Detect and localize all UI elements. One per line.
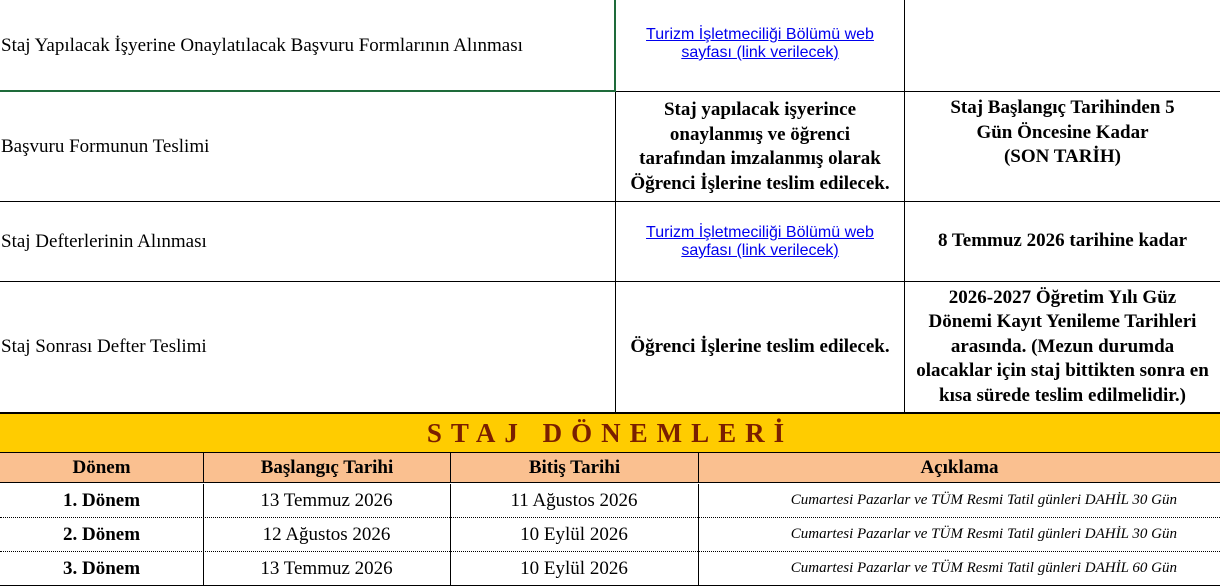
period-note: Cumartesi Pazarlar ve TÜM Resmi Tatil günleri DAHİL 60 Gün [790,560,1177,576]
column-header: Bitiş Tarihi [450,452,698,483]
deadline-line: (SON TARİH) [1003,146,1121,167]
period-start: 13 Temmuz 2026 [260,489,393,511]
link-line[interactable]: sayfası (link verilecek) [681,44,839,61]
instruction-line: Staj yapılacak işyerince [663,99,857,120]
banner-title: STAJ DÖNEMLERİ [426,417,794,448]
department-web-link[interactable] [616,22,904,66]
deadline-line: kısa sürede teslim edilmelidir.) [939,384,1186,406]
step-label: Staj Yapılacak İşyerine Onaylatılacak Başvuru Formlarının Alınması [1,34,523,56]
period-name: 2. Dönem [62,523,141,545]
period-start: 12 Ağustos 2026 [262,523,391,545]
department-web-link[interactable] [616,221,904,263]
divider [616,91,1220,92]
divider [450,484,451,586]
divider [698,484,699,586]
period-name: 1. Dönem [62,489,141,511]
deadline-line: arasında. (Mezun durumda [950,335,1175,357]
link-line[interactable]: Turizm İşletmeciliği Bölümü web [646,224,874,241]
step-label: Staj Sonrası Defter Teslimi [1,336,207,357]
period-end: 10 Eylül 2026 [520,523,628,545]
instruction-line: tarafından imzalanmış olarak [639,148,881,169]
deadline-line: Gün Öncesine Kadar [976,121,1149,143]
column-header: Başlangıç Tarihi [203,452,450,483]
column-header: Açıklama [698,452,1220,483]
step-label: Staj Defterlerinin Alınması [1,230,207,252]
link-line[interactable]: Turizm İşletmeciliği Bölümü web [646,26,874,43]
instruction-line: Öğrenci İşlerine teslim edilecek. [630,172,890,194]
deadline-line: olacaklar için staj bittikten sonra en [916,360,1209,382]
step-instruction: Öğrenci İşlerine teslim edilecek. [630,335,890,357]
period-end: 11 Ağustos 2026 [510,489,638,511]
deadline-line: Staj Başlangıç Tarihinden 5 [950,97,1175,118]
period-name: 3. Dönem [62,557,141,579]
column-header: Dönem [0,452,203,483]
period-note: Cumartesi Pazarlar ve TÜM Resmi Tatil günleri DAHİL 30 Gün [790,492,1177,508]
step-deadline: 8 Temmuz 2026 tarihine kadar [937,230,1188,252]
period-end: 10 Eylül 2026 [520,557,628,579]
step-deadline [905,284,1220,410]
periods-banner [0,412,1220,452]
period-start: 13 Temmuz 2026 [260,557,393,579]
deadline-line: 2026-2027 Öğretim Yılı Güz [948,286,1177,308]
step-instruction [616,96,904,198]
step-label: Başvuru Formunun Teslimi [1,135,210,157]
period-note: Cumartesi Pazarlar ve TÜM Resmi Tatil günleri DAHİL 30 Gün [790,526,1177,542]
instruction-line: onaylanmış ve öğrenci [669,123,851,145]
step-deadline [905,96,1220,172]
divider [203,484,204,586]
deadline-line: Dönemi Kayıt Yenileme Tarihleri [928,311,1197,333]
link-line[interactable]: sayfası (link verilecek) [681,242,839,259]
